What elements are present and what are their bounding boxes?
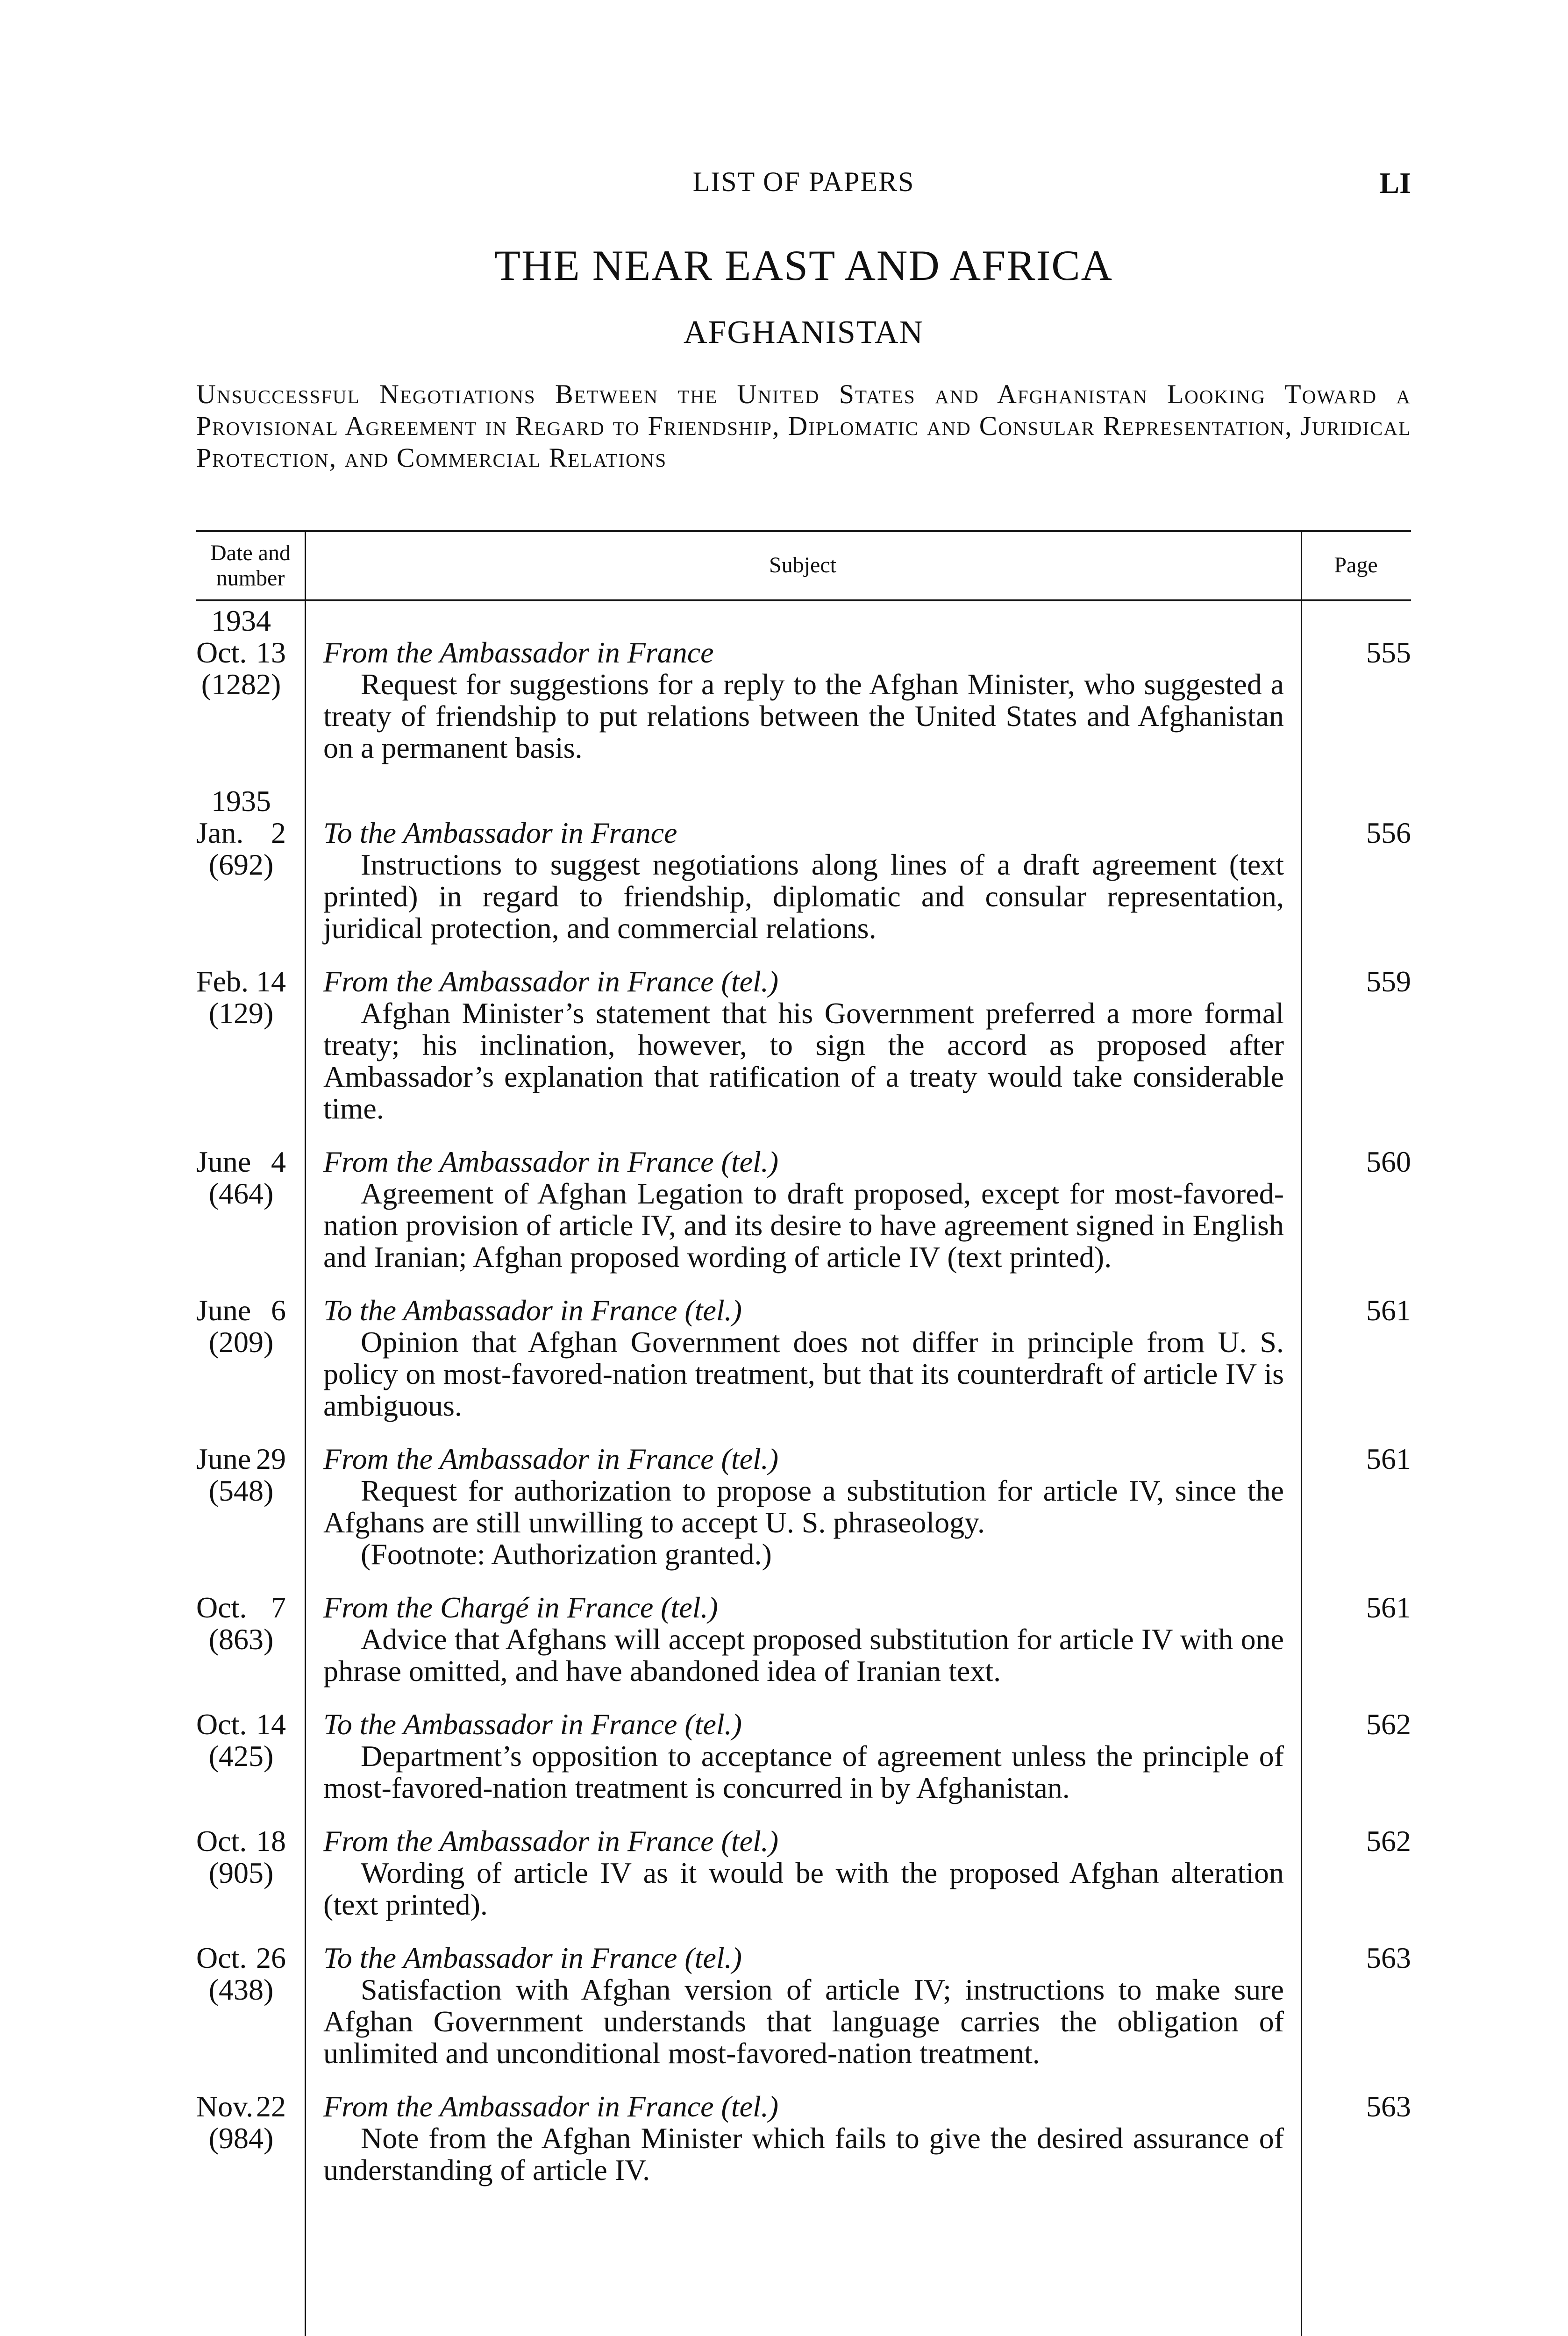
- table-row: [196, 2091, 1411, 2186]
- row-page-number: [1318, 2091, 1411, 2122]
- row-summary: Satisfaction with Afghan version of article IV; instructions to make sure Afghan Government understands that language carries the obligation of unlimited and unconditional most-favored-nation treatment.: [323, 1973, 1284, 2070]
- row-page-number: [1318, 1942, 1411, 1974]
- row-page-text: 561: [1366, 1591, 1411, 1624]
- table-row: [196, 1592, 1411, 1687]
- row-month: Oct.: [196, 1941, 247, 1974]
- row-month: Jan.: [196, 816, 244, 849]
- row-correspondent-text: From the Ambassador in France: [323, 965, 714, 998]
- table-header-rule: [196, 599, 1411, 601]
- row-month: Oct.: [196, 636, 247, 669]
- row-date-cell: [196, 1592, 305, 1655]
- row-month-day: [196, 1443, 305, 1475]
- row-page-text: 562: [1366, 1708, 1411, 1741]
- row-page-text: 560: [1366, 1145, 1411, 1178]
- row-correspondent: [323, 1146, 1284, 1178]
- row-month-day: [196, 2091, 305, 2122]
- row-summary: Request for authorization to propose a substitution for article IV, since the Afghans are still unwilling to accept U. S. phraseology.: [323, 1474, 1284, 1539]
- row-summary: Wording of article IV as it would be with the proposed Afghan alteration (text printed).: [323, 1856, 1284, 1921]
- row-summary: Instructions to suggest negotiations along lines of a draft agreement (text printed) in regard to friendship, diplomatic and consular representation, juridical protection, and commercial relations.: [323, 848, 1284, 945]
- row-date-cell: [196, 1443, 305, 1507]
- subject-heading: Unsuccessful Negotiations Between the United States and Afghanistan Looking Toward a Provisional Agreement in Regard to Friendship, Diplomatic and Consular Representation, Juridical Protection, and Commercial Relations: [196, 379, 1411, 473]
- row-number: (905): [208, 1856, 274, 1889]
- row-subject-cell: [323, 1709, 1284, 1804]
- table-row: [196, 1825, 1411, 1921]
- row-correspondent-text: To the Ambassador in France: [323, 1708, 677, 1741]
- row-telegram-mark: (tel.): [721, 1824, 779, 1858]
- header-page: Page: [1334, 553, 1378, 577]
- row-month-day: [196, 817, 305, 849]
- row-correspondent: [323, 1825, 1284, 1857]
- row-summary: Agreement of Afghan Legation to draft proposed, except for most-favored-nation provision of article IV, and its desire to have agreement signed in English and Iranian; Afghan proposed wording of article IV (text printed).: [323, 1177, 1284, 1274]
- row-page-number: [1318, 605, 1411, 669]
- row-day: 13: [256, 636, 286, 669]
- row-correspondent: [323, 1942, 1284, 1974]
- row-subject-cell: [323, 785, 1284, 944]
- row-month: Nov.: [196, 2090, 254, 2123]
- page-number: LI: [1379, 166, 1411, 199]
- papers-table: [196, 530, 1411, 2336]
- row-number: (129): [208, 997, 274, 1030]
- header-subject: Subject: [769, 553, 836, 577]
- row-summary: Department’s opposition to acceptance of agreement unless the principle of most-favored-nation treatment is concurred in by Afghanistan.: [323, 1739, 1284, 1804]
- country-title: AFGHANISTAN: [683, 314, 924, 350]
- row-spacer: [1318, 605, 1411, 637]
- row-number: (464): [208, 1177, 274, 1210]
- row-day: 29: [256, 1442, 286, 1475]
- row-day: 4: [271, 1145, 286, 1178]
- row-number: (548): [208, 1474, 274, 1507]
- row-correspondent-text: To the Ambassador in France: [323, 816, 677, 849]
- row-correspondent-text: From the Ambassador in France: [323, 636, 714, 669]
- row-number: (425): [208, 1739, 274, 1773]
- row-date-cell: [196, 1146, 305, 1210]
- row-month-day: [196, 1709, 305, 1740]
- row-telegram-mark: (tel.): [721, 965, 779, 998]
- row-summary: Advice that Afghans will accept proposed substitution for article IV with one phrase omitted, and have abandoned idea of Iranian text.: [323, 1623, 1284, 1688]
- row-day: 14: [256, 965, 286, 998]
- table-row: [196, 785, 1411, 944]
- row-page-number: [1318, 1146, 1411, 1178]
- row-month-day: [196, 966, 305, 997]
- table-row: [196, 1295, 1411, 1422]
- table-row: [196, 1942, 1411, 2069]
- row-subject-cell: [323, 2091, 1284, 2186]
- row-correspondent: [323, 966, 1284, 997]
- row-telegram-mark: (tel.): [721, 1442, 779, 1475]
- row-month-day: [196, 1592, 305, 1624]
- row-number: (863): [208, 1623, 274, 1656]
- row-page-text: 563: [1366, 2090, 1411, 2123]
- row-month: Feb.: [196, 965, 249, 998]
- row-number: (692): [208, 848, 274, 881]
- row-subject-cell: [323, 1592, 1284, 1687]
- table-top-rule: [196, 530, 1411, 532]
- row-correspondent-text: From the Ambassador in France: [323, 1145, 714, 1178]
- row-month: Oct.: [196, 1824, 247, 1858]
- row-correspondent: [323, 1295, 1284, 1326]
- row-page-text: 563: [1366, 1941, 1411, 1974]
- row-correspondent-text: From the Ambassador in France: [323, 1442, 714, 1475]
- row-subject-cell: [323, 1443, 1284, 1570]
- row-month: Oct.: [196, 1708, 247, 1741]
- row-correspondent: [323, 1709, 1284, 1740]
- row-date-cell: [196, 966, 305, 1029]
- row-summary: Opinion that Afghan Government does not differ in principle from U. S. policy on most-favored-nation treatment, but that its counterdraft of article IV is ambiguous.: [323, 1325, 1284, 1422]
- table-rows: [196, 605, 1411, 2208]
- row-page-text: 562: [1366, 1824, 1411, 1858]
- row-correspondent-text: From the Chargé in France: [323, 1591, 654, 1624]
- row-page-text: 559: [1366, 965, 1411, 998]
- table-row: [196, 966, 1411, 1125]
- row-day: 2: [271, 816, 286, 849]
- row-subject-cell: [323, 1825, 1284, 1921]
- row-month-day: [196, 1295, 305, 1326]
- row-telegram-mark: (tel.): [721, 2090, 779, 2123]
- table-row: [196, 1709, 1411, 1804]
- row-page-number: [1318, 1709, 1411, 1740]
- row-date-cell: [196, 1709, 305, 1772]
- row-correspondent: [323, 1592, 1284, 1624]
- row-day: 7: [271, 1591, 286, 1624]
- row-correspondent-text: From the Ambassador in France: [323, 2090, 714, 2123]
- running-head: [196, 166, 1411, 208]
- row-page-number: [1318, 1825, 1411, 1857]
- row-day: 22: [256, 2090, 286, 2123]
- row-subject-cell: [323, 605, 1284, 764]
- row-correspondent: [323, 1443, 1284, 1475]
- row-telegram-mark: (tel.): [684, 1708, 742, 1741]
- row-page-number: [1318, 1443, 1411, 1475]
- table-row: [196, 1443, 1411, 1570]
- row-subject-cell: [323, 1942, 1284, 2069]
- row-month: June: [196, 1145, 251, 1178]
- row-subject-cell: [323, 966, 1284, 1125]
- row-spacer: [1318, 785, 1411, 817]
- row-year: 1935: [211, 784, 271, 818]
- section-title: THE NEAR EAST AND AFRICA: [494, 242, 1113, 289]
- table-row: [196, 605, 1411, 764]
- row-subject-cell: [323, 1146, 1284, 1273]
- row-month-day: [196, 1942, 305, 1974]
- row-date-cell: [196, 1942, 305, 2006]
- row-page-number: [1318, 785, 1411, 849]
- row-date-cell: [196, 785, 305, 881]
- row-telegram-mark: (tel.): [684, 1941, 742, 1974]
- running-title: LIST OF PAPERS: [692, 166, 915, 197]
- row-page-number: [1318, 1295, 1411, 1326]
- row-spacer: [323, 605, 1284, 637]
- row-date-cell: [196, 1825, 305, 1889]
- row-summary: Afghan Minister’s statement that his Government preferred a more formal treaty; his inclination, however, to sign the accord as proposed after Ambassador’s explanation that ratification of a treaty would take considerable time.: [323, 997, 1284, 1125]
- row-footnote: (Footnote: Authorization granted.): [361, 1538, 772, 1571]
- row-month: Oct.: [196, 1591, 247, 1624]
- row-correspondent-text: To the Ambassador in France: [323, 1941, 677, 1974]
- row-correspondent-text: To the Ambassador in France: [323, 1294, 677, 1327]
- row-day: 18: [256, 1824, 286, 1858]
- row-page-number: [1318, 966, 1411, 997]
- row-number: (984): [208, 2122, 274, 2155]
- row-number: (209): [208, 1325, 274, 1359]
- row-telegram-mark: (tel.): [661, 1591, 718, 1624]
- row-date-cell: [196, 1295, 305, 1358]
- row-number: (438): [208, 1973, 274, 2006]
- table-row: [196, 1146, 1411, 1273]
- row-day: 6: [271, 1294, 286, 1327]
- row-day: 14: [256, 1708, 286, 1741]
- row-month-day: [196, 1146, 305, 1178]
- header-date-and-number: Date and number: [210, 541, 291, 591]
- row-summary: Request for suggestions for a reply to the Afghan Minister, who suggested a treaty of friendship to put relations between the United States and Afghanistan on a permanent basis.: [323, 668, 1284, 764]
- row-page-text: 561: [1366, 1442, 1411, 1475]
- row-summary: Note from the Afghan Minister which fails to give the desired assurance of understanding of article IV.: [323, 2122, 1284, 2186]
- row-subject-cell: [323, 1295, 1284, 1422]
- row-number: (1282): [201, 668, 281, 701]
- row-day: 26: [256, 1941, 286, 1974]
- row-correspondent-text: From the Ambassador in France: [323, 1824, 714, 1858]
- row-page-number: [1318, 1592, 1411, 1624]
- row-correspondent: [323, 817, 1284, 849]
- row-month-day: [196, 1825, 305, 1857]
- row-month: June: [196, 1294, 251, 1327]
- row-month: June: [196, 1442, 251, 1475]
- row-page-text: 556: [1366, 816, 1411, 849]
- row-page-text: 561: [1366, 1294, 1411, 1327]
- row-spacer: [323, 785, 1284, 817]
- row-correspondent: [323, 2091, 1284, 2122]
- row-date-cell: [196, 605, 305, 700]
- row-correspondent: [323, 637, 1284, 669]
- row-telegram-mark: (tel.): [721, 1145, 779, 1178]
- row-year: 1934: [211, 604, 271, 637]
- row-date-cell: [196, 2091, 305, 2154]
- row-telegram-mark: (tel.): [684, 1294, 742, 1327]
- row-month-day: [196, 637, 305, 669]
- row-page-text: 555: [1366, 636, 1411, 669]
